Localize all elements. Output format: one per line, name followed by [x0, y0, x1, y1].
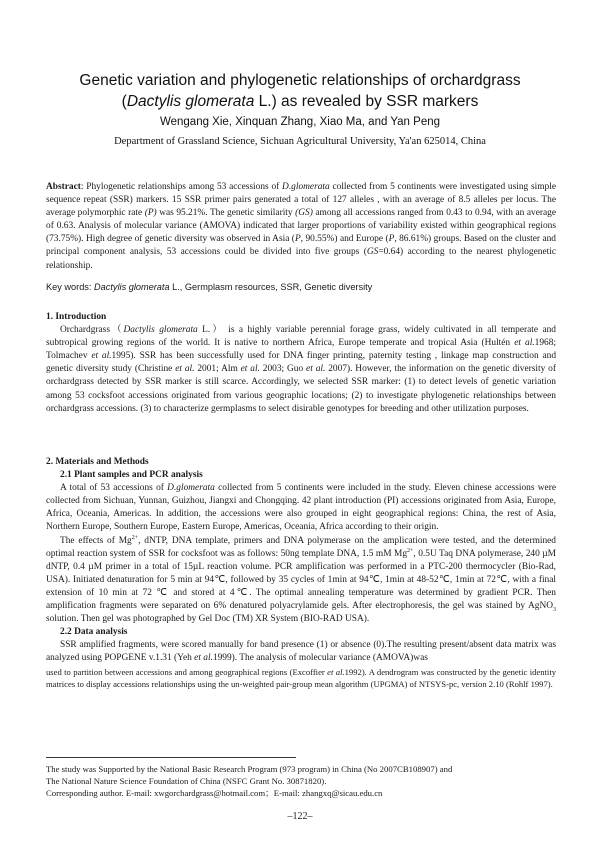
footnote-line-funding-1: The study was Supported by the National Basic Research Program (973 program) in China (No 2007CB108907) and: [46, 764, 453, 774]
footnote-line-funding-2: The National Nature Science Foundation of China (NSFC Grant No. 30871820).: [46, 776, 327, 786]
author-list: Wengang Xie, Xinquan Zhang, Xiao Ma, and Yan Peng: [159, 116, 441, 128]
title-species: Dactylis glomerata: [126, 93, 255, 110]
title-line-2: (Dactylis glomerata L.) as revealed by SSR markers: [121, 93, 479, 110]
paper-title: [40, 70, 560, 112]
introduction-section: [46, 311, 556, 416]
methods-paragraph-amova: used to partition between accessions and among geographical regions (Excoffier et al.1992). A dendrogram was constructed by the genetic identity matrices to display accessions relationships using the un-weighted pair-group mean algorithm (UPGMA) of NTSYS-pc, version 2.10 (Rohlf 1997).: [46, 666, 556, 689]
keywords: Key words: Dactylis glomerata L., Germplasm resources, SSR, Genetic diversity: [46, 282, 373, 292]
footnote-divider: [46, 757, 296, 758]
subsection-heading-data-analysis: 2.2 Data analysis: [60, 627, 128, 638]
section-heading-introduction: 1. Introduction: [46, 312, 107, 322]
footnote: [46, 763, 556, 799]
methods-paragraph-pcr: The effects of $Mg^{2+}$, dNTP, DNA template, primers and DNA polymerase on the amplication were tested, and the determined optimal reaction system of SSR for cocksfoot was as follows: 50ng template DNA, 1.5 mM $Mg^{2+}$, 0.5U Taq DNA polymerase, 240 µM dNTP, 0.4 µM primer in a total of 15µL reaction volume. PCR amplification was performed in a PTC-200 thermocycler (Bio-Rad, USA). Initiated denaturation for 5 min at 94℃, followed by 35 cycles of 1min at 94℃, 1min at 48-52℃, 1min at 72℃, with a final extension of 10 min at 72 ℃ and stored at 4℃. The optimal annealing temperature was determined by gradient PCR. Then amplification fragments were separated on 6% denatured polyacrylamide gels. After electrophoresis, the gel was stained by AgNO$_3$ solution. Then gel was photographed by Gel Doc (TM) XR System (BIO-RAD USA).: [46, 534, 556, 625]
title-line-1: Genetic variation and phylogenetic relationships of orchardgrass: [79, 72, 521, 89]
methods-paragraph-samples: A total of 53 accessions of D.glomerata collected from 5 continents were included in the study. Eleven chinese accessions were collected from Sichuan, Yunnan, Guizhou, Jiangxi and Chongqing. 42 plant introduction (PI) accessions originated from Asia, Europe, Africa, Oceania, Americas. In addition, the accessions were also grouped in eight geographical regions: China, the rest of Asia, Northern Europe, Southern Europe, Eastern Europe, Americas, Oceania, Africa according to their origin.: [46, 483, 556, 533]
methods-paragraph-data-analysis: SSR amplified fragments, were scored manually for band presence (1) or absence (0).The resulting present/absent data matrix was analyzed using POPGENE v.1.31 (Yeh et al.1999). The analysis of molecular variance (AMOVA)was: [46, 640, 556, 664]
subsection-heading-plant-samples: 2.1 Plant samples and PCR analysis: [60, 470, 203, 481]
methods-section: [46, 456, 556, 691]
section-heading-methods: 2. Materials and Methods: [46, 457, 149, 467]
abstract-label: Abstract: [46, 182, 81, 192]
page-number: –122–: [287, 811, 313, 822]
abstract: Abstract: Phylogenetic relationships among 53 accessions of D.glomerata collected from 5 continents were investigated using simple sequence repeat (SSR) markers. 15 SSR primer pairs generated a total of 127 alleles , with an average of 8.5 alleles per locus. The average polymorphic rate (P) was 95.21%. The genetic similarity (GS) among all accessions ranged from 0.43 to 0.94, with an average of 0.63. Analysis of molecular variance (AMOVA) indicated that larger proportions of variability existed within geographical regions (73.75%). High degree of genetic diversity was observed in Asia (P, 90.55%) and Europe (P, 86.61%) groups. Based on the cluster and principal component analysis, 53 accessions could be divided into five groups (GS=0.64) according to the nearest phylogenetic relationship.: [46, 182, 557, 271]
footnote-line-contact: Corresponding author. E-mail: xwgorchardgrass@hotmail.com；E-mail: zhangxq@sicau.edu.cn: [46, 788, 383, 798]
affiliation: Department of Grassland Science, Sichuan Agricultural University, Ya'an 625014, China: [114, 136, 486, 147]
keywords-label: Key words:: [46, 282, 94, 292]
introduction-paragraph: Orchardgrass（Dactylis glomerata L.） is a highly variable perennial forage grass, widely cultivated in all temperate and subtropical growing regions of the world. It is native to northern Africa, Europe temperate and tropical Asia (Hultén et al.1968; Tolmachev et al.1995). SSR has been successfully used for DNA finger printing, paternity testing , linkage map construction and genetic diversity study (Christine et al. 2001; Alm et al. 2003; Guo et al. 2007). However, the information on the genetic diversity of orchardgrass detected by SSR marker is still scarce. Accordingly, we selected SSR marker: (1) to detect levels of genetic variation among 53 cocksfoot accessions originated from various geographic locations; (2) to investigate phylogenetic relationships between orchardgrass accessions. (3) to characterize germplasms to select disirable genotypes for breeding and other utilization purposes.: [46, 325, 557, 414]
